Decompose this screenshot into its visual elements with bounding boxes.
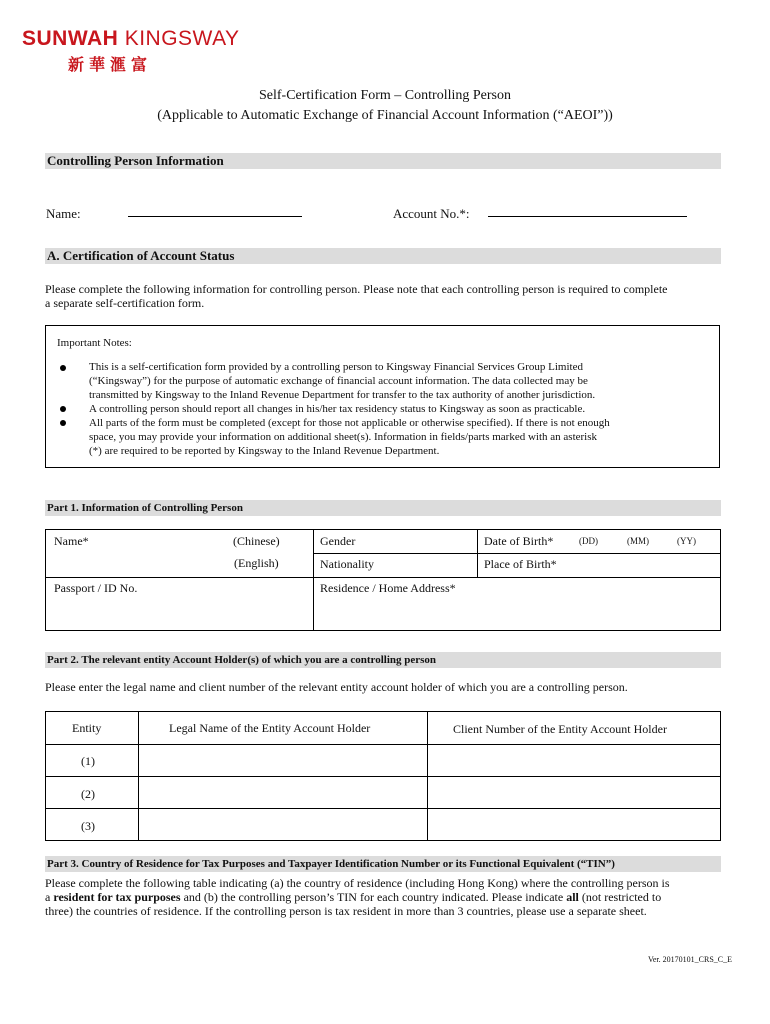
notes-title: Important Notes: [57, 337, 132, 349]
form-subtitle: (Applicable to Automatic Exchange of Financial Account Information (“AEOI”)) [157, 108, 613, 123]
logo-text-sunwah: SUNWAH [22, 27, 119, 50]
bullet-icon [60, 406, 66, 412]
part1-chinese-label[interactable]: (Chinese) [233, 534, 280, 548]
note1-line1: This is a self-certification form provided by a controlling person to Kingsway Financial Services Group Limited [89, 361, 583, 373]
part1-pob-label[interactable]: Place of Birth* [484, 557, 557, 571]
part2-col-client-number: Client Number of the Entity Account Holder [453, 722, 667, 736]
account-number-label: Account No.*: [393, 206, 470, 221]
section-heading-a: A. Certification of Account Status [45, 248, 721, 264]
part1-nationality-label[interactable]: Nationality [320, 557, 374, 571]
part2-intro: Please enter the legal name and client number of the relevant entity account holder of which you are a controlling person. [45, 680, 628, 694]
part3-line2 [45, 890, 661, 905]
part3-line2-e: (not restricted to [578, 890, 662, 904]
part1-name-label: Name* [54, 534, 89, 548]
part3-line3: three) the countries of residence. If the controlling person is tax resident in more than 3 countries, please use a separate sheet. [45, 904, 647, 918]
part2-row-label: (3) [81, 819, 95, 833]
note1-line2: (“Kingsway”) for the purpose of automatic exchange of financial account information. The data collected may be [89, 375, 588, 387]
account-number-input-line[interactable] [488, 216, 687, 217]
form-title: Self-Certification Form – Controlling Person [259, 88, 511, 103]
part1-heading: Part 1. Information of Controlling Person [45, 500, 721, 516]
note3-line1: All parts of the form must be completed (except for those not applicable or otherwise specified). If there is not enough [89, 417, 610, 429]
name-input-line[interactable] [128, 216, 302, 217]
part1-divider [313, 529, 314, 631]
part2-divider [45, 808, 721, 809]
section-a-intro-line2: a separate self-certification form. [45, 296, 205, 310]
part3-line2-c: and (b) the controlling person’s TIN for each country indicated. Please indicate [180, 890, 567, 904]
part3-line1: Please complete the following table indicating (a) the country of residence (including Hong Kong) where the controlling person is [45, 876, 670, 890]
part1-address-label[interactable]: Residence / Home Address* [320, 581, 456, 595]
part2-divider [45, 776, 721, 777]
part1-divider [45, 577, 721, 578]
bullet-icon [60, 365, 66, 371]
part2-divider [45, 744, 721, 745]
part1-table [45, 529, 721, 631]
part3-line2-a: a [45, 890, 54, 904]
part2-col-legal-name: Legal Name of the Entity Account Holder [169, 721, 371, 735]
note3-line3: (*) are required to be reported by Kingsway to the Inland Revenue Department. [89, 445, 440, 457]
note3-line2: space, you may provide your information on additional sheet(s). Information in fields/parts marked with an asterisk [89, 431, 598, 443]
bullet-icon [60, 420, 66, 426]
company-logo [22, 27, 240, 51]
version-footer: Ver. 20170101_CRS_C_E [647, 955, 732, 964]
part1-dob-yy[interactable]: (YY) [677, 536, 696, 546]
part1-dob-dd[interactable]: (DD) [579, 536, 598, 546]
part1-dob-mm[interactable]: (MM) [627, 536, 649, 546]
part3-line2-bold2: all [566, 890, 579, 904]
section-heading-controlling-person: Controlling Person Information [45, 153, 721, 169]
part2-row-label: (1) [81, 754, 95, 768]
name-label: Name: [46, 206, 81, 221]
part1-passport-label[interactable]: Passport / ID No. [54, 581, 138, 595]
part1-gender-label[interactable]: Gender [320, 534, 356, 548]
part2-heading: Part 2. The relevant entity Account Holder(s) of which you are a controlling person [45, 652, 721, 668]
part1-dob-label: Date of Birth* [484, 534, 554, 548]
part2-row-label: (2) [81, 787, 95, 801]
logo-chinese-name: 新華滙富 [68, 55, 153, 74]
note1-line3: transmitted by Kingsway to the Inland Revenue Department for transfer to the tax authority of another jurisdiction. [89, 389, 596, 401]
part1-english-label[interactable]: (English) [234, 556, 279, 570]
note2: A controlling person should report all changes in his/her tax residency status to Kingsway as soon as practicable. [89, 403, 586, 415]
part3-heading: Part 3. Country of Residence for Tax Purposes and Taxpayer Identification Number or its Functional Equivalent (“TIN”) [45, 856, 721, 872]
part2-col-entity: Entity [72, 721, 102, 735]
part1-divider [313, 553, 721, 554]
part3-line2-bold1: resident for tax purposes [53, 890, 181, 904]
logo-text-kingsway: KINGSWAY [124, 27, 240, 50]
section-a-intro-line1: Please complete the following information for controlling person. Please note that each controlling person is required to complete [45, 282, 668, 296]
